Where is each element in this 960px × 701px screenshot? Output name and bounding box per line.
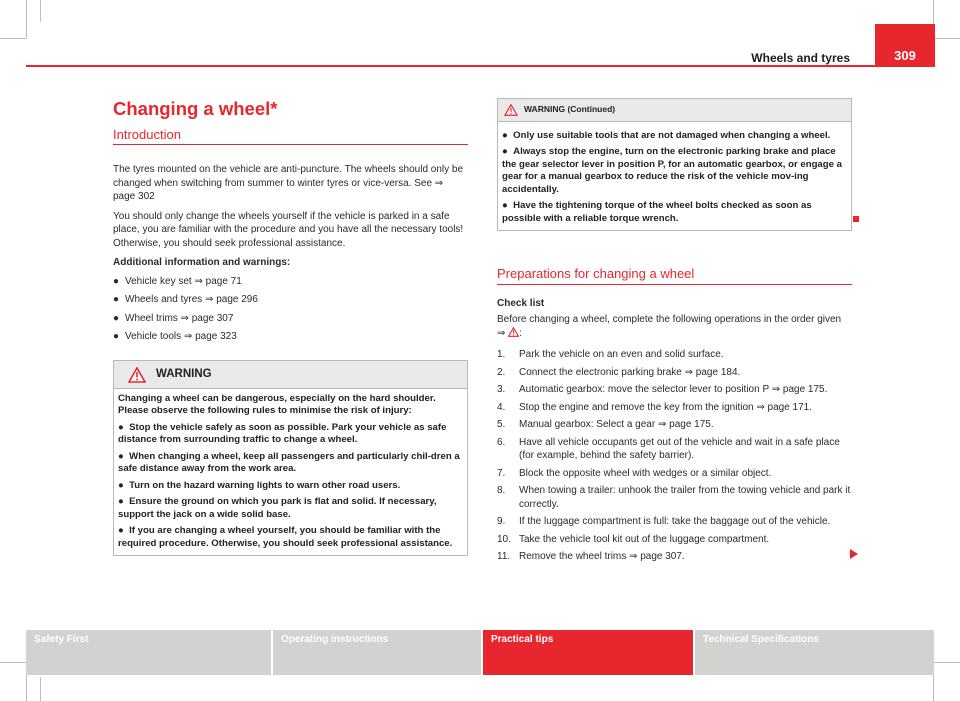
bullet-icon: ● — [113, 275, 120, 287]
checklist-intro: Before changing a wheel, complete the following operations in the order given ⇒ : — [497, 314, 842, 339]
warning-item: ● Stop the vehicle safely as soon as possible. Park your vehicle as safe distance from surrounding traffic to change a wheel. — [118, 421, 447, 445]
list-item: 8. When towing a trailer: unhook the trailer from the towing vehicle and park it correctly. — [497, 485, 851, 510]
paragraph: You should only change the wheels yourself if the vehicle is parked in a safe place, you are familiar with the procedure and you have all the necessary tools! Otherwise, you should seek professional assistance. — [113, 210, 464, 249]
warning-continued-title: WARNING (Continued) — [524, 104, 616, 114]
footer-tab-operating-instructions[interactable]: Operating instructions — [273, 630, 481, 675]
running-header: Wheels and tyres — [751, 51, 850, 65]
list-item: 3. Automatic gearbox: move the selector lever to position P ⇒ page 175. — [497, 384, 828, 395]
footer-tab-practical-tips[interactable]: Practical tips — [483, 630, 693, 675]
checklist — [497, 348, 852, 564]
page-title: Changing a wheel* — [113, 98, 278, 119]
list-item: 11. Remove the wheel trims ⇒ page 307. — [497, 551, 685, 562]
intro-paragraph: The tyres mounted on the vehicle are anti-puncture. The wheels should only be changed when switching from summer to winter tyres or vice-versa. See ⇒ page 302 — [113, 164, 464, 202]
list-item — [113, 312, 468, 326]
page-number: 309 — [894, 48, 916, 63]
link-text[interactable]: Vehicle tools ⇒ page 323 — [125, 331, 237, 342]
list-item — [113, 330, 468, 344]
warning-triangle-icon — [128, 367, 146, 383]
header-rule — [26, 65, 934, 67]
section-end-marker — [853, 216, 859, 222]
warning-intro: Changing a wheel can be dangerous, especially on the hard shoulder. Please observe the following rules to minimise the risk of injury: — [118, 392, 436, 416]
list-item: 10. Take the vehicle tool kit out of the luggage compartment. — [497, 533, 770, 545]
warning-item: ● When changing a wheel, keep all passengers and particularly chil-dren a safe distance away from the work area. — [118, 450, 460, 474]
crop-mark — [934, 662, 960, 663]
list-item: 6. Have all vehicle occupants get out of the vehicle and wait in a safe place (for example, behind the safety barrier). — [497, 436, 840, 461]
link-text[interactable]: Vehicle key set ⇒ page 71 — [125, 275, 242, 287]
list-item: 2. Connect the electronic parking brake ⇒ page 184. — [497, 366, 741, 378]
checklist-heading: Check list — [497, 297, 545, 309]
footer-tab-safety-first[interactable]: Safety First — [26, 630, 271, 675]
warning-item: ● Have the tightening torque of the wheel bolts checked as soon as possible with a reliable torque wrench. — [502, 200, 812, 224]
link-text[interactable]: Wheels and tyres ⇒ page 296 — [125, 294, 258, 305]
list-item: 9. If the luggage compartment is full: take the baggage out of the vehicle. — [497, 516, 831, 527]
additional-info-heading: Additional information and warnings: — [113, 257, 291, 268]
list-item: 5. Manual gearbox: Select a gear ⇒ page 175. — [497, 419, 714, 430]
crop-mark — [0, 662, 26, 663]
warning-item: ● Always stop the engine, turn on the electronic parking brake and place the gear selector lever in position P, for an automatic gearbox, or engage a gear for a manual gearbox to reduce the risk of the vehicle mov-ing accidentally. — [502, 146, 842, 195]
list-item: 4. Stop the engine and remove the key from the ignition ⇒ page 171. — [497, 401, 813, 413]
warning-continued-header — [498, 99, 851, 122]
crop-mark — [26, 0, 27, 38]
warning-body — [114, 389, 467, 556]
section-heading-preparations: Preparations for changing a wheel — [497, 267, 852, 285]
warning-item: ● Ensure the ground on which you park is flat and solid. If necessary, support the jack on a wide solid base. — [118, 496, 437, 520]
warning-triangle-icon — [508, 327, 519, 337]
page-number-tab — [875, 24, 935, 67]
warning-item: ● Only use suitable tools that are not damaged when changing a wheel. — [502, 129, 831, 141]
link-text[interactable]: Wheel trims ⇒ page 307 — [125, 312, 234, 324]
warning-box — [113, 360, 468, 557]
list-item: 7. Block the opposite wheel with wedges or a similar object. — [497, 467, 772, 479]
warning-title: WARNING — [156, 367, 212, 380]
crop-mark — [933, 0, 934, 24]
crop-mark — [40, 0, 41, 22]
warning-item: ● If you are changing a wheel yourself, you should be familiar with the required procedure. Otherwise, you should seek professional assistance. — [118, 525, 453, 549]
warning-header — [114, 361, 467, 389]
warning-continued-body — [498, 122, 851, 231]
continue-arrow-icon — [850, 549, 858, 559]
bullet-icon: ● — [113, 312, 120, 324]
crop-mark — [934, 38, 960, 39]
right-column — [497, 96, 852, 564]
section-heading-introduction: Introduction — [113, 128, 468, 146]
bullet-icon: ● — [113, 294, 120, 305]
left-column — [113, 96, 468, 556]
crop-mark — [40, 677, 41, 701]
warning-triangle-icon — [504, 104, 518, 116]
warning-continued-box — [497, 98, 852, 231]
bullet-icon: ● — [113, 331, 120, 342]
list-item — [113, 293, 468, 307]
list-item: 1. Park the vehicle on an even and solid surface. — [497, 349, 724, 360]
list-item — [113, 275, 468, 289]
warning-item: ● Turn on the hazard warning lights to warn other road users. — [118, 479, 401, 491]
crop-mark — [0, 38, 26, 39]
footer-tab-technical-specifications[interactable]: Technical Specifications — [695, 630, 934, 675]
